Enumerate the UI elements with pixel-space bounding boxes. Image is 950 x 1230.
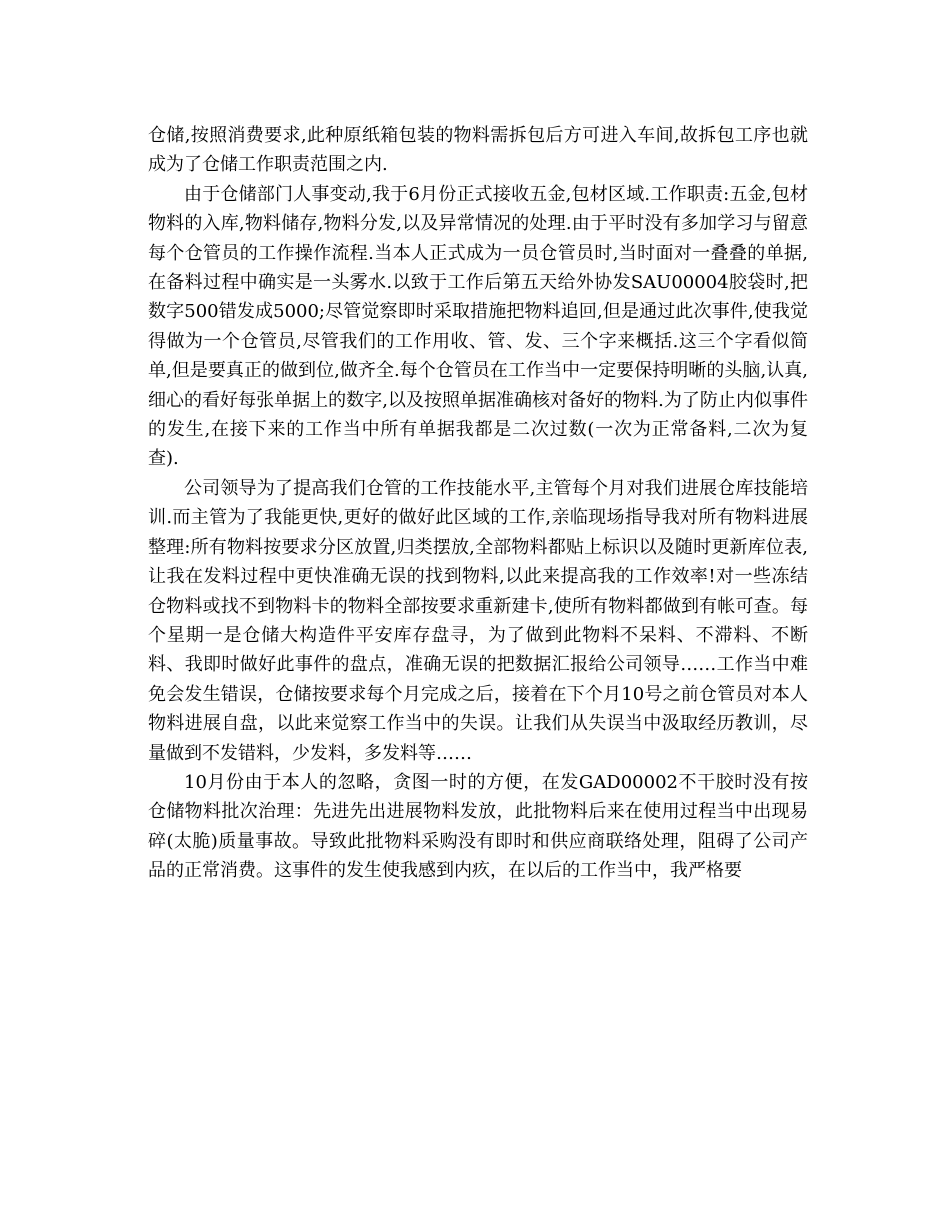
paragraph-1: 仓储,按照消费要求,此种原纸箱包装的物料需拆包后方可进入车间,故拆包工序也就成为了仓储工作职责范围之内. [148, 125, 808, 176]
paragraph-4: 10月份由于本人的忽略，贪图一时的方便，在发GAD00002不干胶时没有按仓储物料批次治理：先进先出进展物料发放，此批物料后来在使用过程当中出现易碎(太脆)质量事故。导致此批物料采购没有即时和供应商联络处理，阻碍了公司产品的正常消费。这事件的发生使我感到内疚，在以后的工作当中，我严格要 [148, 771, 808, 882]
document-page [148, 121, 808, 886]
paragraph-3: 公司领导为了提高我们仓管的工作技能水平,主管每个月对我们进展仓库技能培训.而主管为了我能更快,更好的做好此区域的工作,亲临现场指导我对所有物料进展整理:所有物料按要求分区放置,归类摆放,全部物料都贴上标识以及随时更新库位表,让我在发料过程中更快准确无误的找到物料,以此来提高我的工作效率!对一些冻结仓物料或找不到物料卡的物料全部按要求重新建卡,使所有物料都做到有帐可查。每个星期一是仓储大构造件平安库存盘寻，为了做到此物料不呆料、不滞料、不断料、我即时做好此事件的盘点，准确无误的把数据汇报给公司领导……工作当中难免会发生错误，仓储按要求每个月完成之后，接着在下个月10号之前仓管员对本人物料进展自盘，以此来觉察工作当中的失误。让我们从失误当中汲取经历教训，尽量做到不发错料，少发料，多发料等…… [148, 477, 808, 764]
paragraph-2: 由于仓储部门人事变动,我于6月份正式接收五金,包材区域.工作职责:五金,包材物料的入库,物料储存,物料分发,以及异常情况的处理.由于平时没有多加学习与留意每个仓管员的工作操作流程.当本人正式成为一员仓管员时,当时面对一叠叠的单据,在备料过程中确实是一头雾水.以致于工作后第五天给外协发SAU00004胶袋时,把数字500错发成5000;尽管觉察即时采取措施把物料追回,但是通过此次事件,使我觉得做为一个仓管员,尽管我们的工作用收、管、发、三个字来概括.这三个字看似简单,但是要真正的做到位,做齐全.每个仓管员在工作当中一定要保持明晰的头脑,认真,细心的看好每张单据上的数字,以及按照单据准确核对备好的物料.为了防止内似事件的发生,在接下来的工作当中所有单据我都是二次过数(一次为正常备料,二次为复查). [148, 183, 808, 470]
